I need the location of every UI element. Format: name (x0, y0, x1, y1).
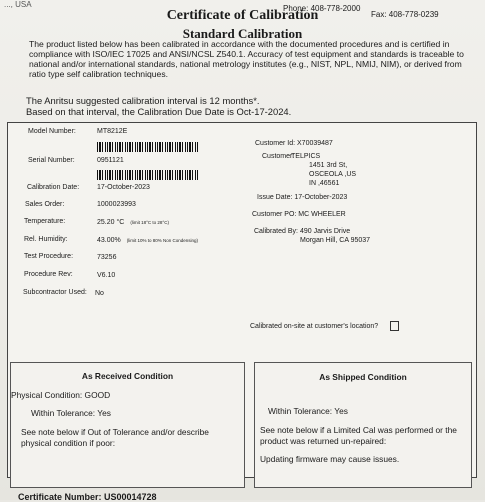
paragraph-line: national and/or international standards, national metrology institutes (e.g., NIST, NPL, NMIJ, NIM), or derived from (29, 59, 462, 69)
temperature-reading: 25.20 °C (97, 219, 125, 226)
calibration-date-value: 17-October-2023 (97, 184, 150, 191)
serial-barcode (97, 170, 199, 180)
customer-zip: IN ,46561 (309, 180, 340, 187)
customer-label: Customer: (262, 153, 295, 160)
temperature-limit: (limit 18°C to 28°C) (130, 220, 169, 225)
certificate-title: Certificate of Calibration (166, 8, 319, 23)
humidity-reading: 43.00% (97, 237, 121, 244)
model-barcode (97, 142, 199, 152)
issue-date: Issue Date: 17-October-2023 (257, 194, 348, 201)
as-shipped-title: As Shipped Condition (319, 372, 407, 382)
customer-city: OSCEOLA ,US (309, 171, 357, 178)
onsite-question: Calibrated on-site at customer's location? (250, 323, 379, 330)
due-date-line: Based on that interval, the Calibration Due Date is Oct-17-2024. (26, 106, 292, 117)
fax-number: Fax: 408-778-0239 (371, 10, 439, 19)
humidity-value (97, 237, 198, 244)
customer-po: Customer PO: MC WHEELER (252, 211, 346, 218)
calibration-date-label: Calibration Date: (27, 184, 80, 191)
model-number-label: Model Number: (28, 128, 76, 135)
test-procedure-value: 73256 (97, 254, 117, 261)
calibrated-by-label: Calibrated By: (254, 228, 298, 235)
procedure-rev-label: Procedure Rev: (24, 271, 73, 278)
serial-number-value: 0951121 (97, 157, 124, 164)
paragraph-line: compliance with ISO/IEC 17025 and ANSI/NCSL Z540.1. Accuracy of test equipment and standards is traceable to (29, 49, 464, 59)
humidity-label: Rel. Humidity: (24, 236, 68, 243)
customer-street: 1451 3rd St, (309, 162, 348, 169)
shipped-tolerance: Within Tolerance: Yes (268, 406, 348, 416)
calibration-interval (26, 95, 291, 117)
shipped-note-line2: product was returned un-repaired: (260, 436, 387, 446)
received-note-line2: physical condition if poor: (21, 438, 116, 448)
certificate-subtitle: Standard Calibration (182, 26, 303, 41)
calibrated-by-city: Morgan Hill, CA 95037 (300, 237, 371, 244)
address-fragment: ..., USA (4, 0, 32, 9)
humidity-limit: (limit 10% to 80% Non Condensing) (126, 238, 199, 243)
received-note-line1: See note below if Out of Tolerance and/or describe (21, 427, 209, 437)
paragraph-line: The product listed below has been calibrated in accordance with the documented procedures and is certified in (29, 39, 450, 49)
customer-name: TELPICS (291, 153, 321, 160)
procedure-rev-value: V6.10 (97, 272, 116, 279)
calibrated-by-street: 490 Jarvis Drive (300, 228, 351, 235)
customer-id: Customer Id: X70039487 (255, 140, 333, 147)
as-received-title: As Received Condition (81, 371, 174, 381)
subcontractor-label: Subcontractor Used: (23, 289, 87, 296)
sales-order-label: Sales Order: (25, 201, 65, 208)
serial-number-label: Serial Number: (28, 157, 75, 164)
temperature-label: Temperature: (24, 218, 66, 225)
received-physical-condition: Physical Condition: GOOD (11, 390, 111, 400)
sales-order-value: 1000023993 (97, 201, 136, 208)
paragraph-line: ratio type self calibration techniques. (29, 69, 169, 79)
phone-number: Phone: 408-778-2000 (283, 4, 361, 13)
interval-line: The Anritsu suggested calibration interval is 12 months*. (26, 95, 260, 106)
temperature-value (97, 219, 169, 226)
certificate-number: Certificate Number: US00014728 (18, 492, 157, 502)
model-number-value: MT8212E (97, 128, 128, 135)
as-shipped-section (254, 362, 472, 488)
onsite-checkbox[interactable] (390, 321, 399, 331)
received-tolerance: Within Tolerance: Yes (31, 408, 111, 418)
compliance-paragraph (29, 39, 464, 79)
subcontractor-value: No (95, 290, 104, 297)
shipped-note-line1: See note below if a Limited Cal was performed or the (260, 425, 457, 435)
as-received-section (10, 362, 245, 488)
test-procedure-label: Test Procedure: (24, 253, 74, 260)
shipped-firmware-note: Updating firmware may cause issues. (260, 454, 400, 464)
